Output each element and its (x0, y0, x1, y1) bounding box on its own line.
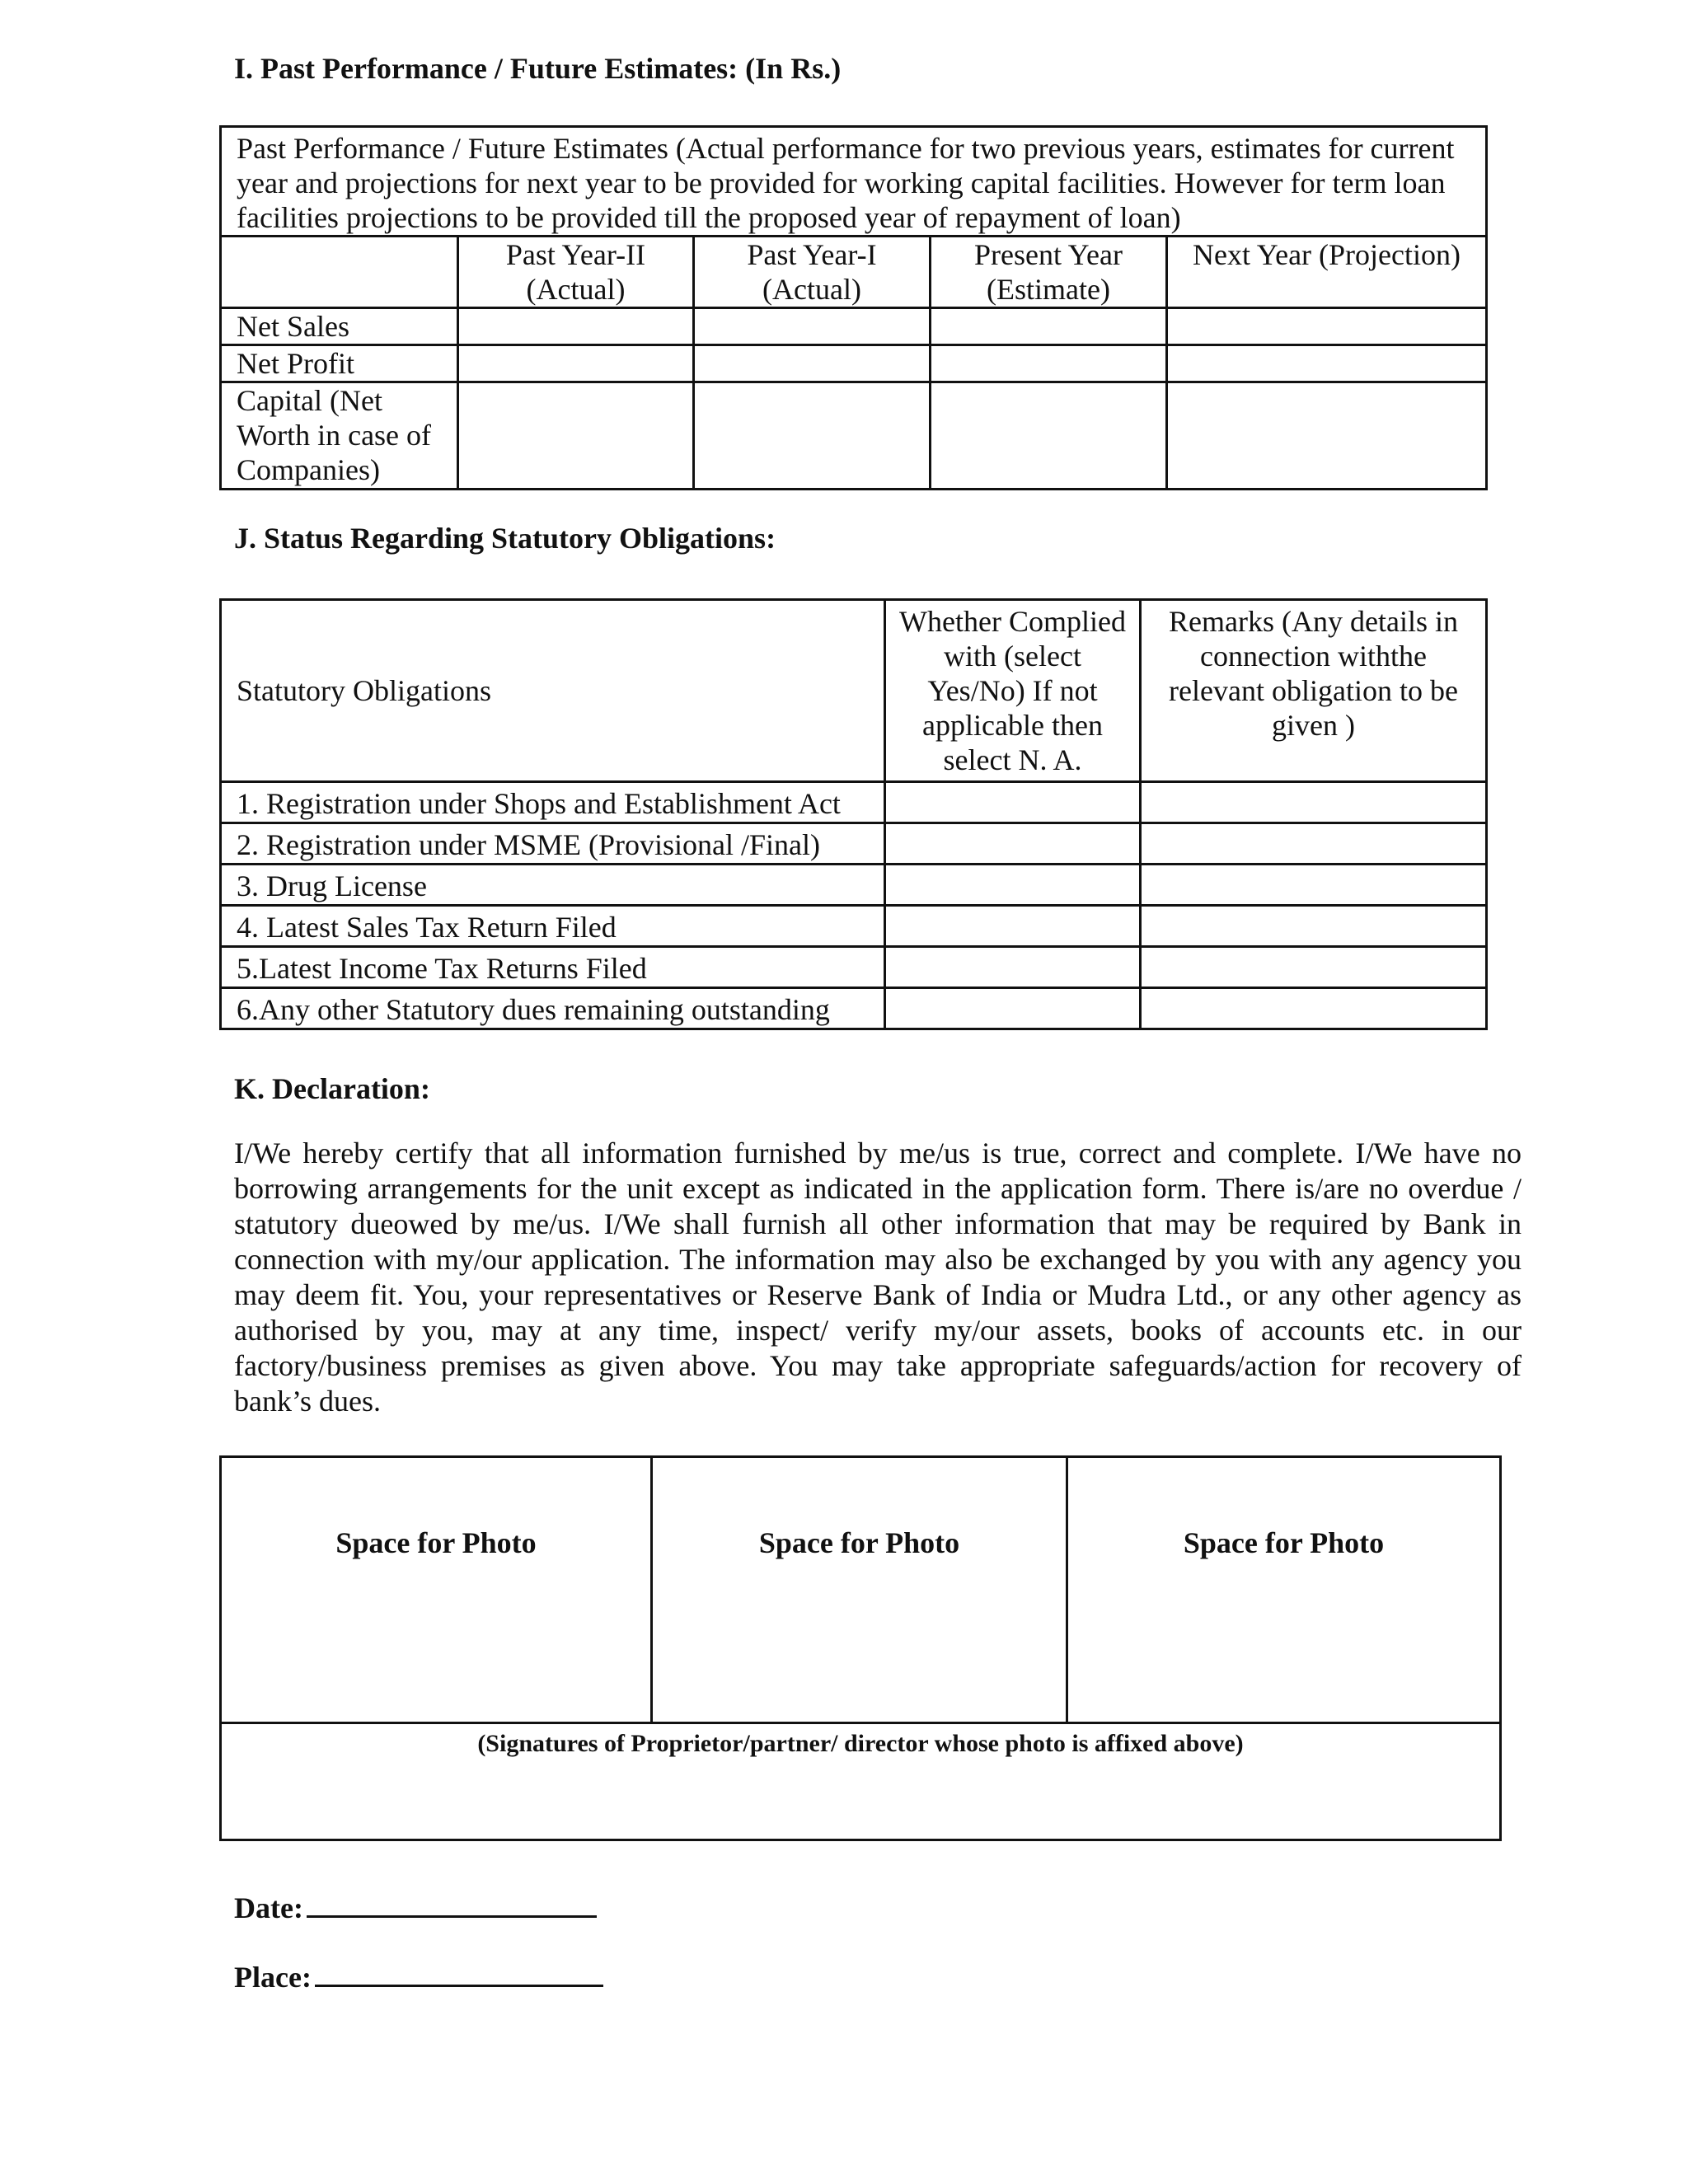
signature-area[interactable] (222, 1722, 1499, 1839)
photo-slot-label: Space for Photo (1183, 1526, 1385, 1559)
obligation-row-label: 1. Registration under Shops and Establishment Act (221, 782, 885, 823)
performance-intro: Past Performance / Future Estimates (Actual performance for two previous years, estimates for current year and projections for next year to be provided for working capital facilities. However for term loan facilities projections to be provided till the proposed year of repayment of loan) (221, 127, 1487, 237)
header-whether-complied: Whether Complied with (select Yes/No) If not applicable then select N. A. (885, 600, 1141, 782)
complied-select-cell[interactable] (885, 823, 1141, 865)
header-empty-cell (221, 237, 458, 308)
remarks-cell[interactable] (1141, 988, 1487, 1029)
header-past-year-ii: Past Year-II (Actual) (458, 237, 694, 308)
complied-select-cell[interactable] (885, 782, 1141, 823)
photo-slot-2[interactable] (650, 1455, 1068, 1724)
obligation-row-label: 2. Registration under MSME (Provisional /Final) (221, 823, 885, 865)
capital-present-year-cell[interactable] (931, 382, 1167, 490)
obligation-row-label: 3. Drug License (221, 865, 885, 906)
remarks-cell[interactable] (1141, 906, 1487, 947)
capital-past-year-ii-cell[interactable] (458, 382, 694, 490)
capital-past-year-i-cell[interactable] (694, 382, 931, 490)
place-input-line[interactable] (315, 1953, 603, 1987)
obligation-row-label: 6.Any other Statutory dues remaining outstanding (221, 988, 885, 1029)
past-performance-table (219, 125, 1488, 490)
header-statutory-obligations: Statutory Obligations (221, 600, 885, 782)
place-label: Place: (234, 1961, 312, 1994)
net-profit-next-year-cell[interactable] (1167, 345, 1487, 382)
net-profit-past-year-ii-cell[interactable] (458, 345, 694, 382)
net-sales-past-year-i-cell[interactable] (694, 308, 931, 345)
net-profit-present-year-cell[interactable] (931, 345, 1167, 382)
date-field (234, 1884, 597, 1925)
place-field (234, 1953, 603, 1994)
complied-select-cell[interactable] (885, 906, 1141, 947)
header-next-year: Next Year (Projection) (1167, 237, 1487, 308)
section-i-title: I. Past Performance / Future Estimates: (In Rs.) (234, 52, 842, 85)
statutory-obligations-table (219, 598, 1488, 1030)
signature-note: (Signatures of Proprietor/partner/ director whose photo is affixed above) (477, 1730, 1244, 1757)
section-j-title: J. Status Regarding Statutory Obligations: (234, 522, 776, 555)
remarks-cell[interactable] (1141, 823, 1487, 865)
section-k-title: K. Declaration: (234, 1072, 430, 1105)
row-label-net-profit: Net Profit (221, 345, 458, 382)
header-past-year-i: Past Year-I (Actual) (694, 237, 931, 308)
net-sales-next-year-cell[interactable] (1167, 308, 1487, 345)
complied-select-cell[interactable] (885, 947, 1141, 988)
date-label: Date: (234, 1891, 303, 1924)
net-sales-past-year-ii-cell[interactable] (458, 308, 694, 345)
remarks-cell[interactable] (1141, 782, 1487, 823)
date-input-line[interactable] (307, 1884, 597, 1918)
complied-select-cell[interactable] (885, 988, 1141, 1029)
photo-signature-box (219, 1455, 1502, 1841)
complied-select-cell[interactable] (885, 865, 1141, 906)
photo-slot-1[interactable] (219, 1455, 653, 1724)
photo-slot-label: Space for Photo (758, 1526, 960, 1559)
remarks-cell[interactable] (1141, 947, 1487, 988)
obligation-row-label: 4. Latest Sales Tax Return Filed (221, 906, 885, 947)
photo-slot-label: Space for Photo (335, 1526, 537, 1559)
capital-next-year-cell[interactable] (1167, 382, 1487, 490)
header-present-year: Present Year (Estimate) (931, 237, 1167, 308)
remarks-cell[interactable] (1141, 865, 1487, 906)
row-label-net-sales: Net Sales (221, 308, 458, 345)
header-remarks: Remarks (Any details in connection withthe relevant obligation to be given ) (1141, 600, 1487, 782)
photo-slot-3[interactable] (1066, 1455, 1502, 1724)
row-label-capital: Capital (Net Worth in case of Companies) (221, 382, 458, 490)
net-sales-present-year-cell[interactable] (931, 308, 1167, 345)
obligation-row-label: 5.Latest Income Tax Returns Filed (221, 947, 885, 988)
net-profit-past-year-i-cell[interactable] (694, 345, 931, 382)
declaration-text: I/We hereby certify that all information furnished by me/us is true, correct and complete. I/We have no borrowing arrangements for the unit except as indicated in the application form. There is/are no overdue / statutory dueowed by me/us. I/We shall furnish all other information that may be required by Bank in connection with my/our application. The information may also be exchanged by you with any agency you may deem fit. You, your representatives or Reserve Bank of India or Mudra Ltd., or any other agency as authorised by you, may at any time, inspect/ verify my/our assets, books of accounts etc. in our factory/business premises as given above. You may take appropriate safeguards/action for recovery of bank’s dues. (234, 1137, 1522, 1418)
